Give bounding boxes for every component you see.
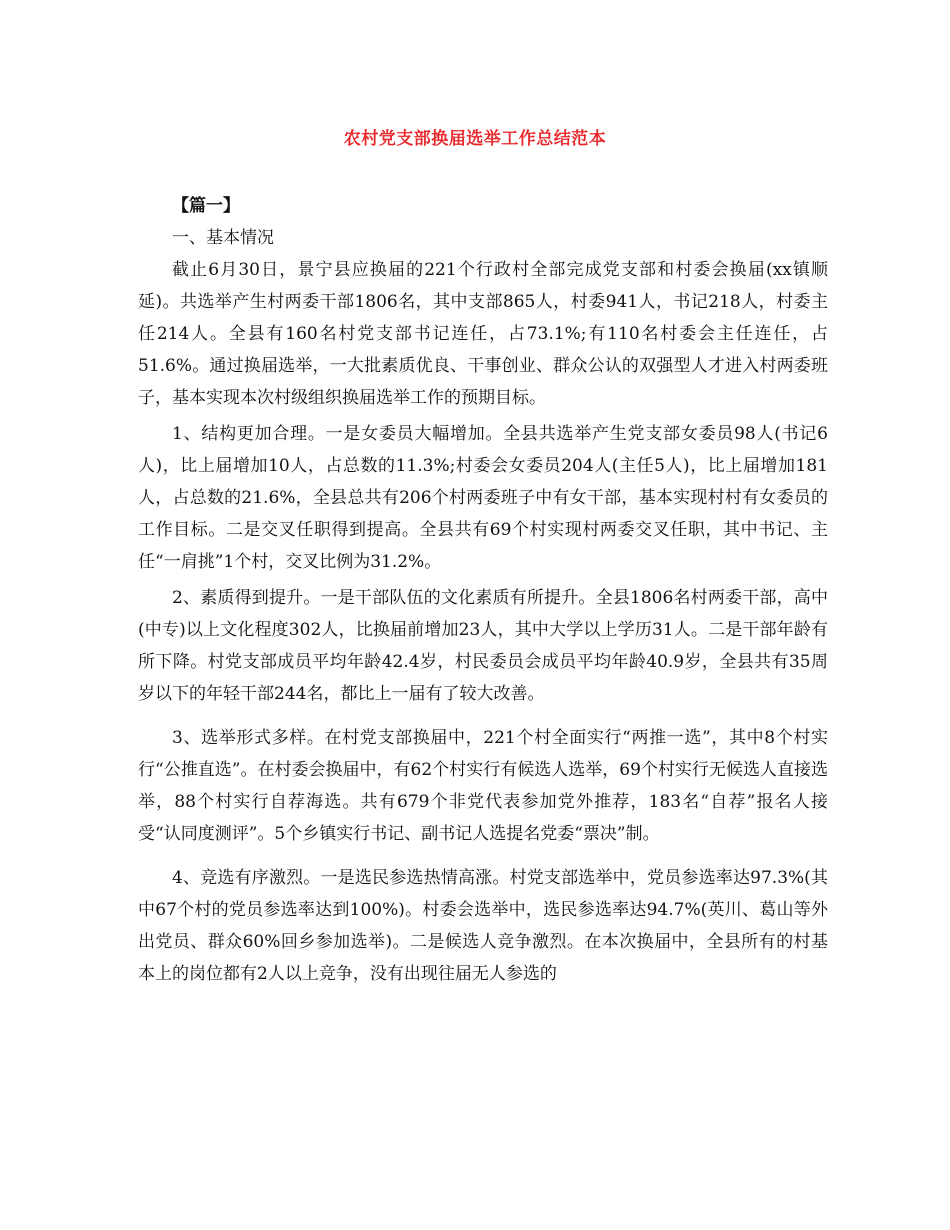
- document-title: 农村党支部换届选举工作总结范本: [343, 129, 607, 149]
- heading-basic-situation: 一、基本情况: [172, 228, 274, 248]
- paragraph-competition: 4、竞选有序激烈。一是选民参选热情高涨。村党支部选举中，党员参选率达97.3%(其中67个村的党员参选率达到100%)。村委会选举中，选民参选率达94.7%(英川、葛山等外出党员、群众60%回乡参加选举)。二是候选人竞争激烈。在本次换届中，全县所有的村基本上的岗位都有2人以上竞争，没有出现往届无人参选的: [138, 868, 828, 984]
- paragraph-quality: 2、素质得到提升。一是干部队伍的文化素质有所提升。全县1806名村两委干部，高中(中专)以上文化程度302人，比换届前增加23人，其中大学以上学历31人。二是干部年龄有所下降。村党支部成员平均年龄42.4岁，村民委员会成员平均年龄40.9岁，全县共有35周岁以下的年轻干部244名，都比上一届有了较大改善。: [138, 588, 828, 704]
- paragraph-election-forms: 3、选举形式多样。在村党支部换届中，221个村全面实行“两推一选”，其中8个村实行“公推直选”。在村委会换届中，有62个村实行有候选人选举，69个村实行无候选人直接选举，88个村实行自荐海选。共有679个非党代表参加党外推荐，183名“自荐”报名人接受“认同度测评”。5个乡镇实行书记、副书记人选提名党委“票决”制。: [138, 728, 828, 844]
- paragraph-structure: 1、结构更加合理。一是女委员大幅增加。全县共选举产生党支部女委员98人(书记6人)，比上届增加10人，占总数的11.3%;村委会女委员204人(主任5人)，比上届增加181人，占总数的21.6%，全县总共有206个村两委班子中有女干部，基本实现村村有女委员的工作目标。二是交叉任职得到提高。全县共有69个村实现村两委交叉任职，其中书记、主任“一肩挑”1个村，交叉比例为31.2%。: [138, 424, 828, 572]
- section-label: 【篇一】: [172, 196, 240, 216]
- document-body: [138, 190, 828, 990]
- paragraph-overview: 截止6月30日，景宁县应换届的221个行政村全部完成党支部和村委会换届(xx镇顺延)。共选举产生村两委干部1806名，其中支部865人，村委941人，书记218人，村委主任214人。全县有160名村党支部书记连任，占73.1%;有110名村委会主任连任，占51.6%。通过换届选举，一大批素质优良、干事创业、群众公认的双强型人才进入村两委班子，基本实现本次村级组织换届选举工作的预期目标。: [138, 260, 828, 408]
